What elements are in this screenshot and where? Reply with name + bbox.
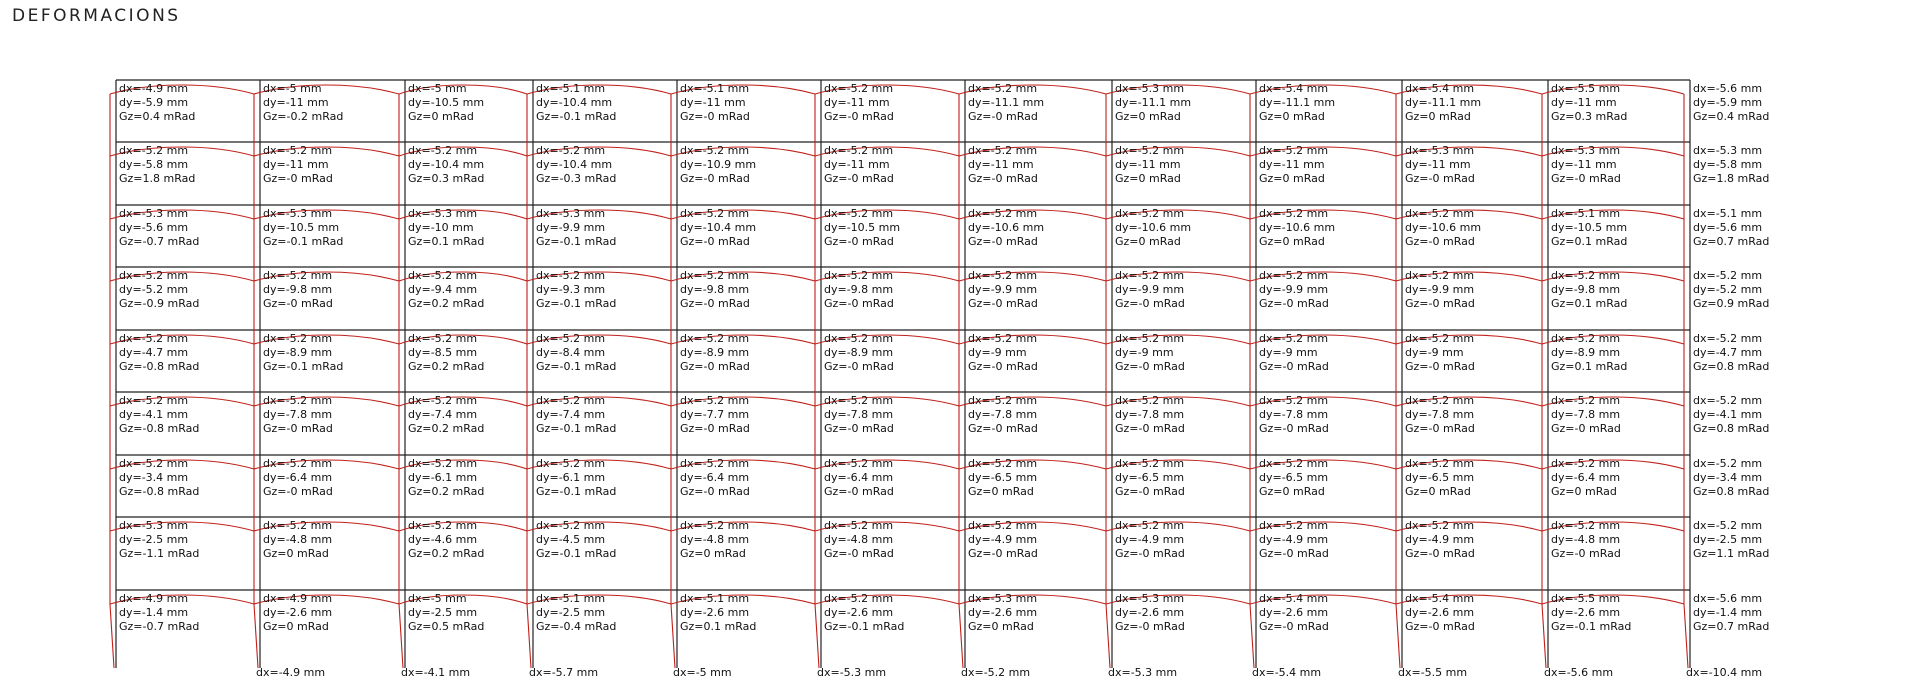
node-label-4-3: dx=-5.2 mm dy=-8.4 mm Gz=-0.1 mRad	[536, 332, 617, 373]
node-label-2-8: dx=-5.2 mm dy=-10.6 mm Gz=0 mRad	[1259, 207, 1336, 248]
node-label-5-6: dx=-5.2 mm dy=-7.8 mm Gz=-0 mRad	[968, 394, 1038, 435]
node-label-1-1: dx=-5.2 mm dy=-11 mm Gz=-0 mRad	[263, 144, 333, 185]
node-label-5-11: dx=-5.2 mm dy=-4.1 mm Gz=0.8 mRad	[1693, 394, 1770, 435]
base-label-2: dx=-5.7 mm	[529, 666, 599, 679]
node-label-8-8: dx=-5.4 mm dy=-2.6 mm Gz=-0 mRad	[1259, 592, 1329, 633]
node-label-4-2: dx=-5.2 mm dy=-8.5 mm Gz=0.2 mRad	[408, 332, 485, 373]
node-label-3-7: dx=-5.2 mm dy=-9.9 mm Gz=-0 mRad	[1115, 269, 1185, 310]
node-label-8-3: dx=-5.1 mm dy=-2.5 mm Gz=-0.4 mRad	[536, 592, 617, 633]
node-label-6-2: dx=-5.2 mm dy=-6.1 mm Gz=0.2 mRad	[408, 457, 485, 498]
node-label-6-10: dx=-5.2 mm dy=-6.4 mm Gz=0 mRad	[1551, 457, 1621, 498]
node-label-3-0: dx=-5.2 mm dy=-5.2 mm Gz=-0.9 mRad	[119, 269, 200, 310]
node-label-4-5: dx=-5.2 mm dy=-8.9 mm Gz=-0 mRad	[824, 332, 894, 373]
node-label-2-11: dx=-5.1 mm dy=-5.6 mm Gz=0.7 mRad	[1693, 207, 1770, 248]
node-label-1-6: dx=-5.2 mm dy=-11 mm Gz=-0 mRad	[968, 144, 1038, 185]
deformed-column-10	[1542, 94, 1546, 668]
node-label-5-8: dx=-5.2 mm dy=-7.8 mm Gz=-0 mRad	[1259, 394, 1329, 435]
node-label-5-2: dx=-5.2 mm dy=-7.4 mm Gz=0.2 mRad	[408, 394, 485, 435]
node-label-2-9: dx=-5.2 mm dy=-10.6 mm Gz=-0 mRad	[1405, 207, 1482, 248]
node-label-5-9: dx=-5.2 mm dy=-7.8 mm Gz=-0 mRad	[1405, 394, 1475, 435]
node-label-5-0: dx=-5.2 mm dy=-4.1 mm Gz=-0.8 mRad	[119, 394, 200, 435]
node-label-6-9: dx=-5.2 mm dy=-6.5 mm Gz=0 mRad	[1405, 457, 1475, 498]
node-label-6-6: dx=-5.2 mm dy=-6.5 mm Gz=0 mRad	[968, 457, 1038, 498]
base-label-0: dx=-4.9 mm	[256, 666, 326, 679]
node-label-0-10: dx=-5.5 mm dy=-11 mm Gz=0.3 mRad	[1551, 82, 1628, 123]
node-label-1-3: dx=-5.2 mm dy=-10.4 mm Gz=-0.3 mRad	[536, 144, 617, 185]
node-label-4-11: dx=-5.2 mm dy=-4.7 mm Gz=0.8 mRad	[1693, 332, 1770, 373]
node-label-3-6: dx=-5.2 mm dy=-9.9 mm Gz=-0 mRad	[968, 269, 1038, 310]
deformed-column-6	[959, 94, 963, 668]
node-label-2-0: dx=-5.3 mm dy=-5.6 mm Gz=-0.7 mRad	[119, 207, 200, 248]
node-label-4-1: dx=-5.2 mm dy=-8.9 mm Gz=-0.1 mRad	[263, 332, 344, 373]
node-label-0-8: dx=-5.4 mm dy=-11.1 mm Gz=0 mRad	[1259, 82, 1336, 123]
node-label-1-8: dx=-5.2 mm dy=-11 mm Gz=0 mRad	[1259, 144, 1329, 185]
page-title: DEFORMACIONS	[12, 6, 181, 26]
deformed-column-9	[1396, 94, 1400, 668]
base-label-8: dx=-5.5 mm	[1398, 666, 1468, 679]
node-label-1-2: dx=-5.2 mm dy=-10.4 mm Gz=0.3 mRad	[408, 144, 485, 185]
node-label-6-5: dx=-5.2 mm dy=-6.4 mm Gz=-0 mRad	[824, 457, 894, 498]
deformed-column-4	[671, 94, 675, 668]
base-label-1: dx=-4.1 mm	[401, 666, 471, 679]
node-label-8-1: dx=-4.9 mm dy=-2.6 mm Gz=0 mRad	[263, 592, 333, 633]
node-label-2-1: dx=-5.3 mm dy=-10.5 mm Gz=-0.1 mRad	[263, 207, 344, 248]
node-label-5-7: dx=-5.2 mm dy=-7.8 mm Gz=-0 mRad	[1115, 394, 1185, 435]
node-label-8-6: dx=-5.3 mm dy=-2.6 mm Gz=0 mRad	[968, 592, 1038, 633]
node-label-3-5: dx=-5.2 mm dy=-9.8 mm Gz=-0 mRad	[824, 269, 894, 310]
deformed-column-2	[399, 94, 403, 668]
node-label-0-6: dx=-5.2 mm dy=-11.1 mm Gz=-0 mRad	[968, 82, 1045, 123]
node-label-5-4: dx=-5.2 mm dy=-7.7 mm Gz=-0 mRad	[680, 394, 750, 435]
base-label-9: dx=-5.6 mm	[1544, 666, 1614, 679]
node-label-8-10: dx=-5.5 mm dy=-2.6 mm Gz=-0.1 mRad	[1551, 592, 1632, 633]
node-label-0-9: dx=-5.4 mm dy=-11.1 mm Gz=0 mRad	[1405, 82, 1482, 123]
node-label-7-0: dx=-5.3 mm dy=-2.5 mm Gz=-1.1 mRad	[119, 519, 200, 560]
node-label-6-11: dx=-5.2 mm dy=-3.4 mm Gz=0.8 mRad	[1693, 457, 1770, 498]
node-label-3-10: dx=-5.2 mm dy=-9.8 mm Gz=0.1 mRad	[1551, 269, 1628, 310]
node-label-2-3: dx=-5.3 mm dy=-9.9 mm Gz=-0.1 mRad	[536, 207, 617, 248]
node-label-3-3: dx=-5.2 mm dy=-9.3 mm Gz=-0.1 mRad	[536, 269, 617, 310]
node-label-8-2: dx=-5 mm dy=-2.5 mm Gz=0.5 mRad	[408, 592, 485, 633]
node-label-4-10: dx=-5.2 mm dy=-8.9 mm Gz=0.1 mRad	[1551, 332, 1628, 373]
node-label-2-6: dx=-5.2 mm dy=-10.6 mm Gz=-0 mRad	[968, 207, 1045, 248]
node-label-7-4: dx=-5.2 mm dy=-4.8 mm Gz=0 mRad	[680, 519, 750, 560]
base-label-6: dx=-5.3 mm	[1108, 666, 1178, 679]
deformed-column-0	[110, 94, 114, 668]
node-label-4-7: dx=-5.2 mm dy=-9 mm Gz=-0 mRad	[1115, 332, 1185, 373]
base-label-7: dx=-5.4 mm	[1252, 666, 1322, 679]
node-label-3-11: dx=-5.2 mm dy=-5.2 mm Gz=0.9 mRad	[1693, 269, 1770, 310]
deformed-column-8	[1250, 94, 1254, 668]
node-label-8-4: dx=-5.1 mm dy=-2.6 mm Gz=0.1 mRad	[680, 592, 757, 633]
node-label-5-10: dx=-5.2 mm dy=-7.8 mm Gz=-0 mRad	[1551, 394, 1621, 435]
deformed-column-5	[815, 94, 819, 668]
node-label-4-4: dx=-5.2 mm dy=-8.9 mm Gz=-0 mRad	[680, 332, 750, 373]
node-label-3-1: dx=-5.2 mm dy=-9.8 mm Gz=-0 mRad	[263, 269, 333, 310]
node-label-7-5: dx=-5.2 mm dy=-4.8 mm Gz=-0 mRad	[824, 519, 894, 560]
node-label-1-5: dx=-5.2 mm dy=-11 mm Gz=-0 mRad	[824, 144, 894, 185]
node-label-2-2: dx=-5.3 mm dy=-10 mm Gz=0.1 mRad	[408, 207, 485, 248]
deformed-column-7	[1106, 94, 1110, 668]
node-label-8-11: dx=-5.6 mm dy=-1.4 mm Gz=0.7 mRad	[1693, 592, 1770, 633]
node-label-8-5: dx=-5.2 mm dy=-2.6 mm Gz=-0.1 mRad	[824, 592, 905, 633]
node-label-6-4: dx=-5.2 mm dy=-6.4 mm Gz=-0 mRad	[680, 457, 750, 498]
node-label-1-10: dx=-5.3 mm dy=-11 mm Gz=-0 mRad	[1551, 144, 1621, 185]
node-label-4-0: dx=-5.2 mm dy=-4.7 mm Gz=-0.8 mRad	[119, 332, 200, 373]
node-label-1-0: dx=-5.2 mm dy=-5.8 mm Gz=1.8 mRad	[119, 144, 196, 185]
deformed-column-1	[254, 94, 258, 668]
node-label-6-3: dx=-5.2 mm dy=-6.1 mm Gz=-0.1 mRad	[536, 457, 617, 498]
node-label-4-8: dx=-5.2 mm dy=-9 mm Gz=-0 mRad	[1259, 332, 1329, 373]
node-label-2-7: dx=-5.2 mm dy=-10.6 mm Gz=0 mRad	[1115, 207, 1192, 248]
node-label-6-0: dx=-5.2 mm dy=-3.4 mm Gz=-0.8 mRad	[119, 457, 200, 498]
node-label-3-4: dx=-5.2 mm dy=-9.8 mm Gz=-0 mRad	[680, 269, 750, 310]
node-label-3-8: dx=-5.2 mm dy=-9.9 mm Gz=-0 mRad	[1259, 269, 1329, 310]
node-label-2-5: dx=-5.2 mm dy=-10.5 mm Gz=-0 mRad	[824, 207, 901, 248]
node-label-0-4: dx=-5.1 mm dy=-11 mm Gz=-0 mRad	[680, 82, 750, 123]
node-label-0-5: dx=-5.2 mm dy=-11 mm Gz=-0 mRad	[824, 82, 894, 123]
node-label-6-8: dx=-5.2 mm dy=-6.5 mm Gz=0 mRad	[1259, 457, 1329, 498]
node-label-8-0: dx=-4.9 mm dy=-1.4 mm Gz=-0.7 mRad	[119, 592, 200, 633]
node-label-0-1: dx=-5 mm dy=-11 mm Gz=-0.2 mRad	[263, 82, 344, 123]
node-label-5-5: dx=-5.2 mm dy=-7.8 mm Gz=-0 mRad	[824, 394, 894, 435]
node-label-1-9: dx=-5.3 mm dy=-11 mm Gz=-0 mRad	[1405, 144, 1475, 185]
base-label-5: dx=-5.2 mm	[961, 666, 1031, 679]
node-label-7-7: dx=-5.2 mm dy=-4.9 mm Gz=-0 mRad	[1115, 519, 1185, 560]
base-label-3: dx=-5 mm	[673, 666, 732, 679]
node-label-7-9: dx=-5.2 mm dy=-4.9 mm Gz=-0 mRad	[1405, 519, 1475, 560]
base-label-4: dx=-5.3 mm	[817, 666, 887, 679]
node-label-1-4: dx=-5.2 mm dy=-10.9 mm Gz=-0 mRad	[680, 144, 757, 185]
node-label-7-10: dx=-5.2 mm dy=-4.8 mm Gz=-0 mRad	[1551, 519, 1621, 560]
node-label-7-8: dx=-5.2 mm dy=-4.9 mm Gz=-0 mRad	[1259, 519, 1329, 560]
node-label-8-7: dx=-5.3 mm dy=-2.6 mm Gz=-0 mRad	[1115, 592, 1185, 633]
node-label-3-2: dx=-5.2 mm dy=-9.4 mm Gz=0.2 mRad	[408, 269, 485, 310]
node-label-4-9: dx=-5.2 mm dy=-9 mm Gz=-0 mRad	[1405, 332, 1475, 373]
node-label-8-9: dx=-5.4 mm dy=-2.6 mm Gz=-0 mRad	[1405, 592, 1475, 633]
node-label-7-11: dx=-5.2 mm dy=-2.5 mm Gz=1.1 mRad	[1693, 519, 1770, 560]
node-label-7-6: dx=-5.2 mm dy=-4.9 mm Gz=-0 mRad	[968, 519, 1038, 560]
node-label-0-11: dx=-5.6 mm dy=-5.9 mm Gz=0.4 mRad	[1693, 82, 1770, 123]
deformed-column-3	[527, 94, 531, 668]
node-label-2-4: dx=-5.2 mm dy=-10.4 mm Gz=-0 mRad	[680, 207, 757, 248]
node-label-0-3: dx=-5.1 mm dy=-10.4 mm Gz=-0.1 mRad	[536, 82, 617, 123]
node-label-7-2: dx=-5.2 mm dy=-4.6 mm Gz=0.2 mRad	[408, 519, 485, 560]
deformed-column-11	[1684, 94, 1688, 668]
node-label-2-10: dx=-5.1 mm dy=-10.5 mm Gz=0.1 mRad	[1551, 207, 1628, 248]
node-label-1-7: dx=-5.2 mm dy=-11 mm Gz=0 mRad	[1115, 144, 1185, 185]
node-label-5-3: dx=-5.2 mm dy=-7.4 mm Gz=-0.1 mRad	[536, 394, 617, 435]
node-label-6-1: dx=-5.2 mm dy=-6.4 mm Gz=-0 mRad	[263, 457, 333, 498]
node-label-0-7: dx=-5.3 mm dy=-11.1 mm Gz=0 mRad	[1115, 82, 1192, 123]
node-label-7-3: dx=-5.2 mm dy=-4.5 mm Gz=-0.1 mRad	[536, 519, 617, 560]
node-label-1-11: dx=-5.3 mm dy=-5.8 mm Gz=1.8 mRad	[1693, 144, 1770, 185]
node-label-6-7: dx=-5.2 mm dy=-6.5 mm Gz=-0 mRad	[1115, 457, 1185, 498]
node-label-4-6: dx=-5.2 mm dy=-9 mm Gz=-0 mRad	[968, 332, 1038, 373]
node-label-3-9: dx=-5.2 mm dy=-9.9 mm Gz=-0 mRad	[1405, 269, 1475, 310]
node-label-7-1: dx=-5.2 mm dy=-4.8 mm Gz=0 mRad	[263, 519, 333, 560]
base-label-10: dx=-10.4 mm	[1686, 666, 1763, 679]
node-label-0-2: dx=-5 mm dy=-10.5 mm Gz=0 mRad	[408, 82, 485, 123]
node-label-0-0: dx=-4.9 mm dy=-5.9 mm Gz=0.4 mRad	[119, 82, 196, 123]
node-label-5-1: dx=-5.2 mm dy=-7.8 mm Gz=-0 mRad	[263, 394, 333, 435]
